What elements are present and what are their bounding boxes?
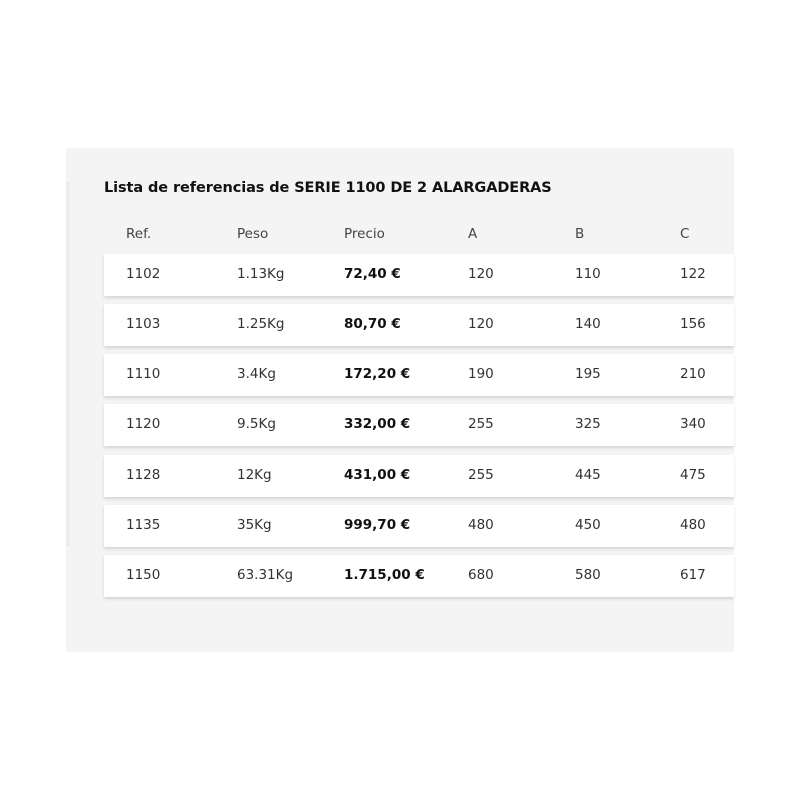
header-precio: Precio bbox=[344, 226, 385, 242]
header-ref: Ref. bbox=[126, 226, 152, 242]
cell-peso: 12Kg bbox=[237, 467, 272, 483]
table-row bbox=[104, 404, 734, 446]
cell-peso: 9.5Kg bbox=[237, 416, 276, 432]
cell-precio: 172,20 € bbox=[344, 366, 411, 382]
cell-ref: 1102 bbox=[126, 266, 161, 282]
cell-b: 110 bbox=[575, 266, 601, 282]
cell-ref: 1120 bbox=[126, 416, 161, 432]
cell-peso: 35Kg bbox=[237, 517, 272, 533]
table-row bbox=[104, 455, 734, 497]
cell-c: 340 bbox=[680, 416, 706, 432]
table-header bbox=[104, 226, 734, 246]
cell-b: 140 bbox=[575, 316, 601, 332]
panel-edge bbox=[66, 182, 70, 546]
cell-c: 156 bbox=[680, 316, 706, 332]
table-row bbox=[104, 555, 734, 597]
cell-c: 480 bbox=[680, 517, 706, 533]
cell-a: 190 bbox=[468, 366, 494, 382]
cell-precio: 999,70 € bbox=[344, 517, 411, 533]
header-b: B bbox=[575, 226, 585, 242]
cell-precio: 1.715,00 € bbox=[344, 567, 425, 583]
cell-c: 475 bbox=[680, 467, 706, 483]
cell-precio: 80,70 € bbox=[344, 316, 401, 332]
cell-ref: 1103 bbox=[126, 316, 161, 332]
table-row bbox=[104, 304, 734, 346]
cell-a: 480 bbox=[468, 517, 494, 533]
cell-ref: 1150 bbox=[126, 567, 161, 583]
cell-precio: 72,40 € bbox=[344, 266, 401, 282]
header-a: A bbox=[468, 226, 478, 242]
cell-precio: 431,00 € bbox=[344, 467, 411, 483]
cell-precio: 332,00 € bbox=[344, 416, 411, 432]
table-row bbox=[104, 254, 734, 296]
header-c: C bbox=[680, 226, 690, 242]
cell-c: 122 bbox=[680, 266, 706, 282]
cell-b: 580 bbox=[575, 567, 601, 583]
table-title: Lista de referencias de SERIE 1100 DE 2 ALARGADERAS bbox=[104, 180, 552, 196]
table-row bbox=[104, 354, 734, 396]
cell-peso: 3.4Kg bbox=[237, 366, 276, 382]
cell-peso: 63.31Kg bbox=[237, 567, 294, 583]
cell-peso: 1.25Kg bbox=[237, 316, 285, 332]
cell-b: 445 bbox=[575, 467, 601, 483]
cell-ref: 1128 bbox=[126, 467, 161, 483]
cell-peso: 1.13Kg bbox=[237, 266, 285, 282]
cell-a: 120 bbox=[468, 266, 494, 282]
cell-a: 680 bbox=[468, 567, 494, 583]
cell-ref: 1110 bbox=[126, 366, 161, 382]
cell-c: 210 bbox=[680, 366, 706, 382]
cell-a: 255 bbox=[468, 416, 494, 432]
cell-c: 617 bbox=[680, 567, 706, 583]
table-row bbox=[104, 505, 734, 547]
header-peso: Peso bbox=[237, 226, 269, 242]
cell-a: 255 bbox=[468, 467, 494, 483]
cell-a: 120 bbox=[468, 316, 494, 332]
cell-b: 325 bbox=[575, 416, 601, 432]
cell-b: 450 bbox=[575, 517, 601, 533]
cell-ref: 1135 bbox=[126, 517, 161, 533]
cell-b: 195 bbox=[575, 366, 601, 382]
